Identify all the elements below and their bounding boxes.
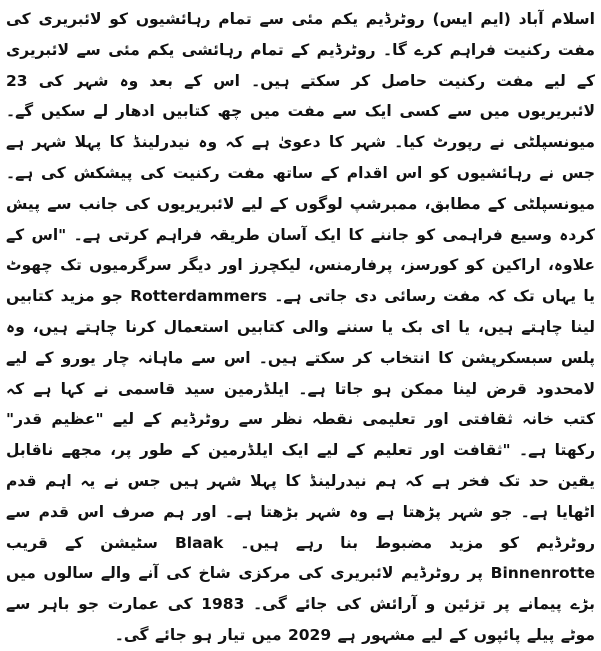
article-body: اسلام آباد (ایم ایس) روٹرڈیم یکم مئی سے تمام رہائشیوں کو لائبریری کی مفت رکنیت فراہم کرے گا۔ روٹرڈیم کے تمام رہائشی یکم مئی سے لائبریری کے لیے مفت رکنیت حاصل کر سکتے ہیں۔ اس کے بعد وہ شہر کی 23 لائبریریوں میں سے کسی ایک سے مفت میں چھ کتابیں ادھار لے سکیں گے۔ میونسپلٹی نے رپورٹ کیا۔ شہر کا دعویٰ ہے کہ وہ نیدرلینڈ کا پہلا شہر ہے جس نے رہائشیوں کو اس اقدام کے ساتھ مفت رکنیت کی پیشکش کی ہے۔ میونسپلٹی کے مطابق، ممبرشپ لوگوں کے لیے لائبریریوں کی جانب سے پیش کردہ وسیع فراہمی کو جاننے کا ایک آسان طریقہ فراہم کرتی ہے۔ "اس کے علاوہ، اراکین کو کورسز، پرفارمنس، لیکچرز اور دیگر سرگرمیوں تک چھوٹ یا یہاں تک کہ مفت رسائی دی جاتی ہے۔ Rotterdammers جو مزید کتابیں لینا چاہتے ہیں، یا ای بک یا سننے والی کتابیں استعمال کرنا چاہتے ہیں، وہ پلس سبسکرپشن کا انتخاب کر سکتے ہیں۔ اس سے ماہانہ چار یورو کے لیے لامحدود قرض لینا ممکن ہو جاتا ہے۔ ایلڈرمین سید قاسمی نے کہا ہے کہ کتب خانہ ثقافتی اور تعلیمی نقطہ نظر سے روٹرڈیم کے لیے "عظیم قدر" رکھتا ہے۔ "ثقافت اور تعلیم کے لیے ایک ایلڈرمین کے طور پر، مجھے ناقابل یقین حد تک فخر ہے کہ ہم نیدرلینڈ کا پہلا شہر ہیں جس نے یہ اہم قدم اٹھایا ہے۔ جو شہر پڑھتا ہے وہ شہر بڑھتا ہے۔ اور ہم صرف اس قدم سے روٹرڈیم کو مزید مضبوط بنا رہے ہیں۔ Blaak سٹیشن کے قریب Binnenrotte پر روٹرڈیم لائبریری کی مرکزی شاخ کی آنے والے سالوں میں بڑے پیمانے پر تزئین و آرائش کی جائے گی۔ 1983 کی عمارت جو باہر سے موٹے پیلے پائپوں کے لیے مشہور ہے 2029 میں تیار ہو جائے گی۔ [6,10,596,644]
